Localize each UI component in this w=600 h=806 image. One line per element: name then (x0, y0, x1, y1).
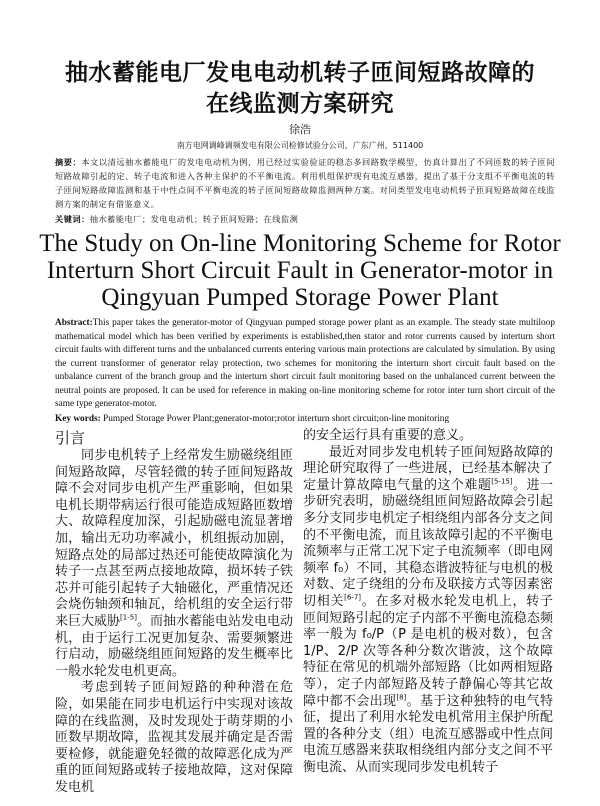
paragraph-3-text: 。进一步研究表明，励磁绕组匝间短路故障会引起多分支同步电机定子相绕组内部各分支之间的不平衡电流，而且该故障引起的不平衡电流频率与正常工况下定子电流频率（即电网频率 f₀）不同，其稳态谐波特征与电机的极对数、定子绕组的分布及联接方式等因素密切相关 (303, 477, 553, 609)
chinese-keywords (55, 212, 555, 226)
citation: [6-7] (344, 593, 362, 602)
author: 徐浩 (289, 123, 311, 136)
paragraph-2: 考虑到转子匝间短路的种种潜在危险，如果能在同步电机运行中实现对该故障的在线监测，及时发现处于萌芽期的小匝数早期故障，监视其发展并确定是否需要检修，就能避免轻微的故障恶化成为严重的匝间短路或转子接地故障，这对保障发电机 (55, 680, 293, 795)
chinese-keywords-text: 抽水蓄能电厂；发电电动机；转子匝间短路；在线监测 (89, 214, 299, 224)
english-title (0, 230, 600, 311)
paragraph-3-text: 最近对同步发电机转子匝间短路故障的理论研究取得了一些进展，已经基本解决了定量计算故障电气量的这个难题 (303, 444, 553, 493)
chinese-title-line-2: 在线监测方案研究 (206, 91, 394, 117)
chinese-title-line-1: 抽水蓄能电厂发电电动机转子匝间短路故障的 (65, 60, 535, 86)
english-keywords-label: Key words: (55, 413, 101, 424)
paragraph-1-text-end: 。而抽水蓄能电站发电电动机，由于运行工况更加复杂、需要频繁进行启动，励磁绕组匝间短路的发生概率比一般水轮发电机更高。 (55, 613, 293, 679)
chinese-keywords-label: 关键词： (55, 214, 90, 224)
chinese-abstract (55, 155, 555, 211)
citation: [8] (396, 693, 407, 702)
citation: [1-5] (120, 613, 137, 622)
body-columns (55, 428, 553, 796)
english-keywords-text: Pumped Storage Power Plant;generator-motor;rotor interturn short circuit;on-line monitoring (103, 413, 450, 424)
english-abstract (55, 317, 555, 412)
chinese-abstract-text: 本文以清远抽水蓄能电厂的发电电动机为例，用已经过实验验证的稳态多回路数学模型，仿真计算出了不同匝数的转子匝间短路故障引起的定、转子电流和进入各种主保护的不平衡电流。利用机组保护现有电流互感器，提出了基于分支组不平衡电流的转子匝间短路故障监测和基于中性点间不平衡电流的转子匝间短路故障监测两种方案。对同类型发电电动机转子匝间短路故障在线监测方案的制定有借鉴意义。 (55, 157, 555, 209)
right-column (303, 428, 553, 796)
section-heading-introduction: 引言 (55, 429, 86, 447)
affiliation: 南方电网调峰调频发电有限公司检修试验分公司，广东广州，511400 (176, 141, 424, 150)
paragraph-3-text: 。在多对极水轮发电机上，转子匝间短路引起的定子内部不平衡电流稳态频率一般为 f₀/P（P 是电机的极对数），包含 1/P、2/P 次等各种分数次谐波，这个故障特征在常见的机端外部短路（比如两相短路等），定子内部短路及转子静偏心等其它故障中都不会出现 (303, 593, 553, 709)
english-abstract-label: Abstract: (55, 318, 93, 328)
chinese-abstract-label: 摘要： (55, 157, 82, 167)
english-keywords (55, 413, 555, 427)
paragraph-1 (55, 448, 293, 680)
english-title-line-1: The Study on On-line Monitoring Scheme for Rotor (39, 230, 561, 257)
paragraph-1-text: 同步电机转子上经常发生励磁绕组匝间短路故障，尽管轻微的转子匝间短路故障不会对同步电机产生严重影响，但如果电机长期带病运行很可能造成短路匝数增大、故障程度加深，引起励磁电流显著增加，输出无功功率减小，机组振动加剧，短路点处的局部过热还可能使故障演化为转子一点甚至两点接地故障，损坏转子铁芯并可能引起转子大轴磁化，严重情况还会烧伤轴颈和轴瓦，给机组的安全运行带来巨大威胁 (55, 448, 293, 629)
paragraph-2-continued: 的安全运行具有重要的意义。 (303, 428, 473, 443)
paragraph-3 (303, 445, 553, 777)
chinese-title (0, 58, 600, 120)
left-column (55, 428, 293, 796)
citation: [5-15] (491, 477, 513, 486)
english-title-line-3: Qingyuan Pumped Storage Power Plant (101, 284, 499, 311)
english-abstract-text: This paper takes the generator-motor of Qingyuan pumped storage power plant as an example. The steady state multiloop mathematical model which has been verified by experiments is established,then stator and rotor currents caused by interturn short circuit faults with different turns and the unbalanced currents entering various main protections are calculated by simulation. By using the current transformer of generator relay protection, two schemes for monitoring the interturn short circuit fault based on the unbalance current of the branch group and the interturn short circuit fault monitoring based on the unbalanced current between the neutral points are proposed. It can be used for reference in making on-line monitoring scheme for rotor inter turn short circuit of the same type generator-motor. (55, 318, 555, 409)
english-title-line-2: Interturn Short Circuit Fault in Generator-motor in (46, 257, 554, 284)
paragraph-3-text: 。基于这种独特的电气特征，提出了利用水轮发电机常用主保护所配置的各种分支（组）电流互感器或中性点间电流互感器来获取相绕组内部分支之间不平衡电流、从而实现同步发电机转子 (303, 693, 553, 775)
